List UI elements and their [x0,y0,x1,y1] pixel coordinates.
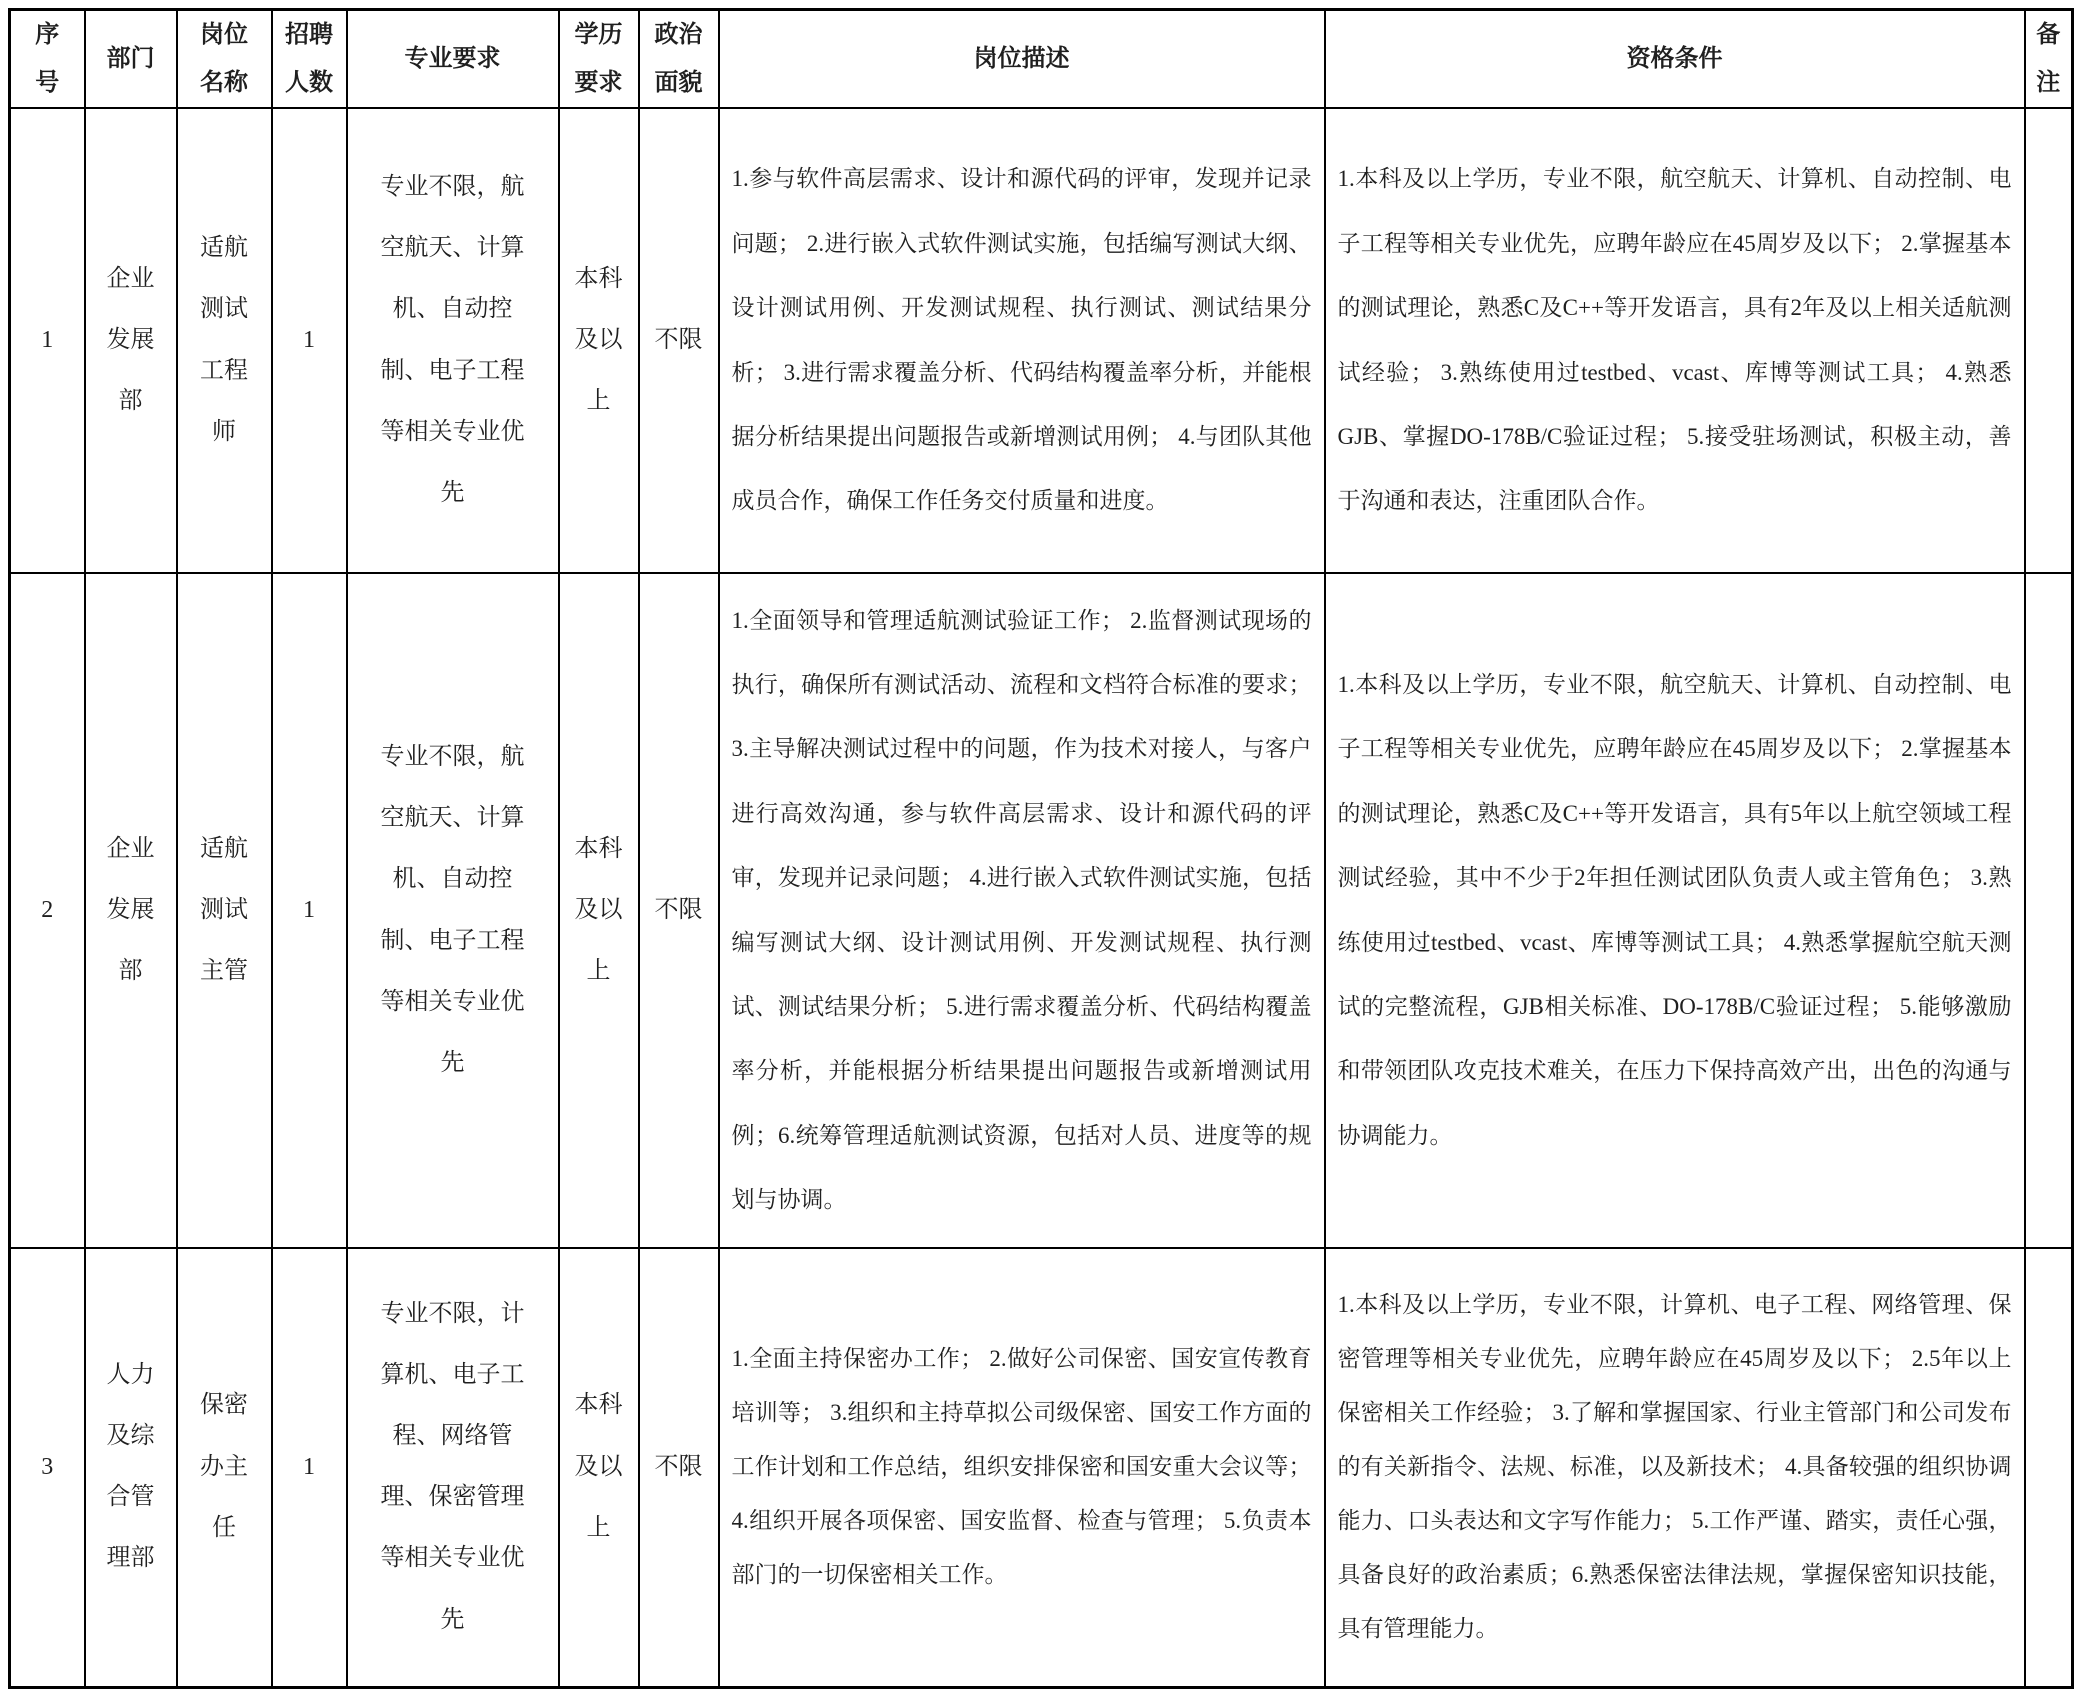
cell-remark [2025,1248,2073,1687]
cell-education: 本科及以上 [559,573,639,1248]
cell-qualification: 1.本科及以上学历，专业不限，航空航天、计算机、自动控制、电子工程等相关专业优先，应聘年龄应在45周岁及以下； 2.掌握基本的测试理论，熟悉C及C++等开发语言，具有2年及以上相关适航测试经验； 3.熟练使用过testbed、vcast、库博等测试工具； 4.熟悉GJB、掌握DO-178B/C验证过程； 5.接受驻场测试，积极主动，善于沟通和表达，注重团队合作。 [1325,108,2025,573]
col-header-position: 岗位名称 [177,10,272,109]
cell-political: 不限 [639,108,719,573]
col-header-qualification: 资格条件 [1325,10,2025,109]
cell-position: 保密办主任 [177,1248,272,1687]
cell-position: 适航测试工程师 [177,108,272,573]
table-row [10,1248,2073,1687]
cell-education: 本科及以上 [559,108,639,573]
header-row [10,10,2073,109]
col-header-index: 序号 [10,10,85,109]
cell-index: 3 [10,1248,85,1687]
cell-political: 不限 [639,1248,719,1687]
col-header-department: 部门 [85,10,177,109]
cell-education: 本科及以上 [559,1248,639,1687]
cell-description: 1.参与软件高层需求、设计和源代码的评审，发现并记录问题； 2.进行嵌入式软件测试实施，包括编写测试大纲、设计测试用例、开发测试规程、执行测试、测试结果分析； 3.进行需求覆盖分析、代码结构覆盖率分析，并能根据分析结果提出问题报告或新增测试用例； 4.与团队其他成员合作，确保工作任务交付质量和进度。 [719,108,1325,573]
cell-count: 1 [272,573,347,1248]
cell-department: 人力及综合管理部 [85,1248,177,1687]
cell-index: 1 [10,108,85,573]
recruitment-table [8,8,2074,1689]
cell-major: 专业不限，航空航天、计算机、自动控制、电子工程等相关专业优先 [347,573,559,1248]
cell-count: 1 [272,1248,347,1687]
cell-qualification: 1.本科及以上学历，专业不限，计算机、电子工程、网络管理、保密管理等相关专业优先，应聘年龄应在45周岁及以下； 2.5年以上保密相关工作经验； 3.了解和掌握国家、行业主管部门和公司发布的有关新指令、法规、标准，以及新技术； 4.具备较强的组织协调能力、口头表达和文字写作能力； 5.工作严谨、踏实，责任心强，具备良好的政治素质；6.熟悉保密法律法规，掌握保密知识技能，具有管理能力。 [1325,1248,2025,1687]
col-header-education: 学历要求 [559,10,639,109]
table-row [10,573,2073,1248]
cell-position: 适航测试主管 [177,573,272,1248]
cell-remark [2025,108,2073,573]
cell-political: 不限 [639,573,719,1248]
cell-major: 专业不限，计算机、电子工程、网络管理、保密管理等相关专业优先 [347,1248,559,1687]
col-header-count: 招聘人数 [272,10,347,109]
cell-remark [2025,573,2073,1248]
cell-department: 企业发展部 [85,108,177,573]
col-header-description: 岗位描述 [719,10,1325,109]
cell-qualification: 1.本科及以上学历，专业不限，航空航天、计算机、自动控制、电子工程等相关专业优先，应聘年龄应在45周岁及以下； 2.掌握基本的测试理论，熟悉C及C++等开发语言，具有5年以上航空领域工程测试经验，其中不少于2年担任测试团队负责人或主管角色； 3.熟练使用过testbed、vcast、库博等测试工具； 4.熟悉掌握航空航天测试的完整流程，GJB相关标准、DO-178B/C验证过程； 5.能够激励和带领团队攻克技术难关，在压力下保持高效产出，出色的沟通与协调能力。 [1325,573,2025,1248]
col-header-political: 政治面貌 [639,10,719,109]
cell-department: 企业发展部 [85,573,177,1248]
col-header-major: 专业要求 [347,10,559,109]
cell-description: 1.全面领导和管理适航测试验证工作； 2.监督测试现场的执行，确保所有测试活动、流程和文档符合标准的要求； 3.主导解决测试过程中的问题，作为技术对接人，与客户进行高效沟通，参与软件高层需求、设计和源代码的评审，发现并记录问题； 4.进行嵌入式软件测试实施，包括编写测试大纲、设计测试用例、开发测试规程、执行测试、测试结果分析； 5.进行需求覆盖分析、代码结构覆盖率分析，并能根据分析结果提出问题报告或新增测试用例；6.统筹管理适航测试资源，包括对人员、进度等的规划与协调。 [719,573,1325,1248]
col-header-remark: 备注 [2025,10,2073,109]
cell-description: 1.全面主持保密办工作； 2.做好公司保密、国安宣传教育培训等； 3.组织和主持草拟公司级保密、国安工作方面的工作计划和工作总结，组织安排保密和国安重大会议等； 4.组织开展各项保密、国安监督、检查与管理； 5.负责本部门的一切保密相关工作。 [719,1248,1325,1687]
cell-count: 1 [272,108,347,573]
cell-major: 专业不限，航空航天、计算机、自动控制、电子工程等相关专业优先 [347,108,559,573]
cell-index: 2 [10,573,85,1248]
table-row [10,108,2073,573]
